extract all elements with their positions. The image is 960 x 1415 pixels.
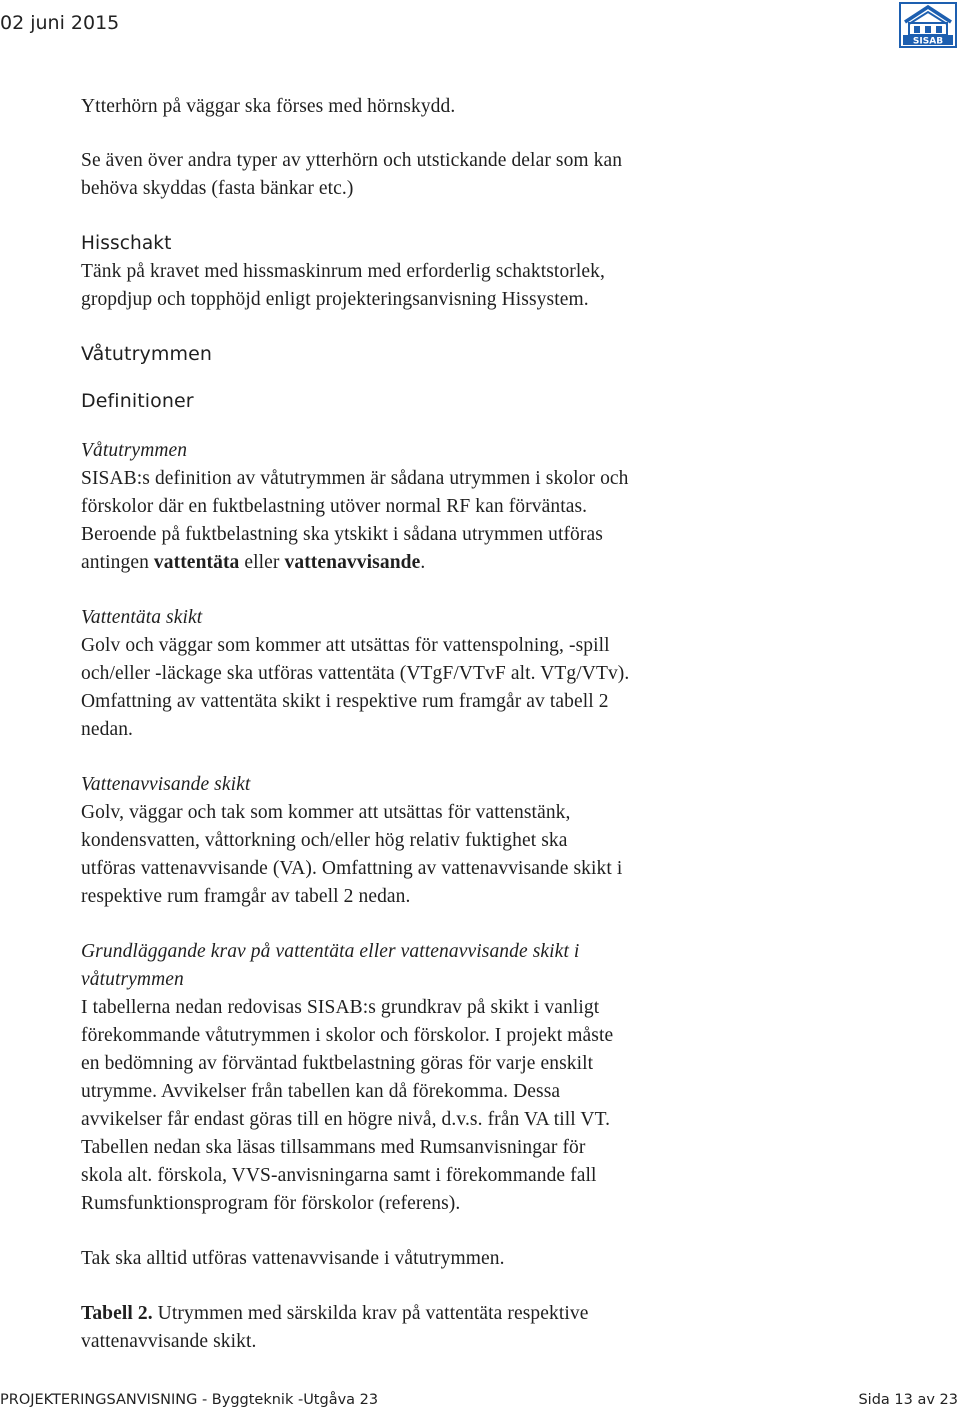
grundkrav-line4: utrymme. Avvikelser från tabellen kan då förekomma. Dessa bbox=[81, 1081, 561, 1102]
definition-line2: förskolor där en fuktbelastning utöver normal RF kan förväntas. bbox=[81, 496, 588, 517]
vattentata-line1: Golv och väggar som kommer att utsättas för vattenspolning, -spill bbox=[81, 635, 610, 656]
heading-definitioner: Definitioner bbox=[81, 390, 194, 412]
vattentata-line3: Omfattning av vattentäta skikt i respektive rum framgår av tabell 2 bbox=[81, 691, 609, 712]
subheading-vattentata-skikt: Vattentäta skikt bbox=[81, 607, 203, 628]
grundkrav-line8: Rumsfunktionsprogram för förskolor (referens). bbox=[81, 1193, 461, 1214]
document-body bbox=[81, 93, 781, 1356]
paragraph-ytterhorn-line2: behöva skyddas (fasta bänkar etc.) bbox=[81, 178, 354, 199]
sisab-house-icon bbox=[899, 2, 957, 48]
heading-vatutrymmen: Våtutrymmen bbox=[81, 343, 213, 365]
term-vattentata: vattentäta bbox=[153, 552, 240, 573]
grundkrav-line7: skola alt. förskola, VVS-anvisningarna samt i förekommande fall bbox=[81, 1165, 597, 1186]
footer-page-number: Sida 13 av 23 bbox=[858, 1392, 958, 1408]
footer-document-title: PROJEKTERINGSANVISNING - Byggteknik -Utgåva 23 bbox=[0, 1392, 379, 1408]
definition-line4-post: . bbox=[420, 552, 426, 573]
grundkrav-line3: en bedömning av förväntad fuktbelastning göras för varje enskilt bbox=[81, 1053, 594, 1074]
vattentata-line4: nedan. bbox=[81, 719, 134, 740]
grundkrav-line5: avvikelser får endast göras till en högre nivå, d.v.s. från VA till VT. bbox=[81, 1109, 611, 1130]
table-caption-text: Utrymmen med särskilda krav på vattentäta respektive bbox=[152, 1303, 589, 1324]
definition-line1: SISAB:s definition av våtutrymmen är sådana utrymmen i skolor och bbox=[81, 468, 629, 489]
vattentata-line2: och/eller -läckage ska utföras vattentäta (VTgF/VTvF alt. VTg/VTv). bbox=[81, 663, 630, 684]
definition-line4-mid: eller bbox=[239, 552, 285, 573]
table-caption-line2: vattenavvisande skikt. bbox=[81, 1331, 257, 1352]
header-date: 02 juni 2015 bbox=[0, 12, 120, 34]
subheading-vattenavvisande-skikt: Vattenavvisande skikt bbox=[81, 774, 251, 795]
table-caption-line1 bbox=[81, 1300, 781, 1328]
svg-text:SISAB: SISAB bbox=[912, 36, 944, 47]
definition-line4-pre: antingen bbox=[81, 552, 154, 573]
subheading-vatutrymmen: Våtutrymmen bbox=[81, 440, 188, 461]
term-vattenavvisande: vattenavvisande bbox=[284, 552, 421, 573]
vattenavvisande-line4: respektive rum framgår av tabell 2 nedan. bbox=[81, 886, 411, 907]
paragraph-tak: Tak ska alltid utföras vattenavvisande i våtutrymmen. bbox=[81, 1248, 505, 1269]
grundkrav-line2: förekommande våtutrymmen i skolor och förskolor. I projekt måste bbox=[81, 1025, 614, 1046]
grundkrav-line1: I tabellerna nedan redovisas SISAB:s grundkrav på skikt i vanligt bbox=[81, 997, 600, 1018]
paragraph-hornskydd: Ytterhörn på väggar ska förses med hörnskydd. bbox=[81, 96, 456, 117]
grundkrav-line6: Tabellen nedan ska läsas tillsammans med Rumsanvisningar för bbox=[81, 1137, 586, 1158]
paragraph-hisschakt-line2: gropdjup och topphöjd enligt projekteringsanvisning Hissystem. bbox=[81, 289, 589, 310]
vattenavvisande-line3: utföras vattenavvisande (VA). Omfattning av vattenavvisande skikt i bbox=[81, 858, 623, 879]
vattenavvisande-line2: kondensvatten, våttorkning och/eller hög relativ fuktighet ska bbox=[81, 830, 568, 851]
table-caption-label: Tabell 2. bbox=[81, 1303, 153, 1324]
paragraph-ytterhorn-line1: Se även över andra typer av ytterhörn och utstickande delar som kan bbox=[81, 150, 623, 171]
definition-line3: Beroende på fuktbelastning ska ytskikt i sådana utrymmen utföras bbox=[81, 524, 603, 545]
heading-hisschakt: Hisschakt bbox=[81, 233, 172, 254]
paragraph-hisschakt-line1: Tänk på kravet med hissmaskinrum med erforderlig schaktstorlek, bbox=[81, 261, 605, 282]
subheading-grundlaggande-krav-line1: Grundläggande krav på vattentäta eller vattenavvisande skikt i bbox=[81, 941, 580, 962]
sisab-logo bbox=[899, 2, 957, 48]
vattenavvisande-line1: Golv, väggar och tak som kommer att utsättas för vattenstänk, bbox=[81, 802, 571, 823]
subheading-grundlaggande-krav-line2: våtutrymmen bbox=[81, 969, 184, 990]
definition-line4 bbox=[81, 549, 781, 577]
